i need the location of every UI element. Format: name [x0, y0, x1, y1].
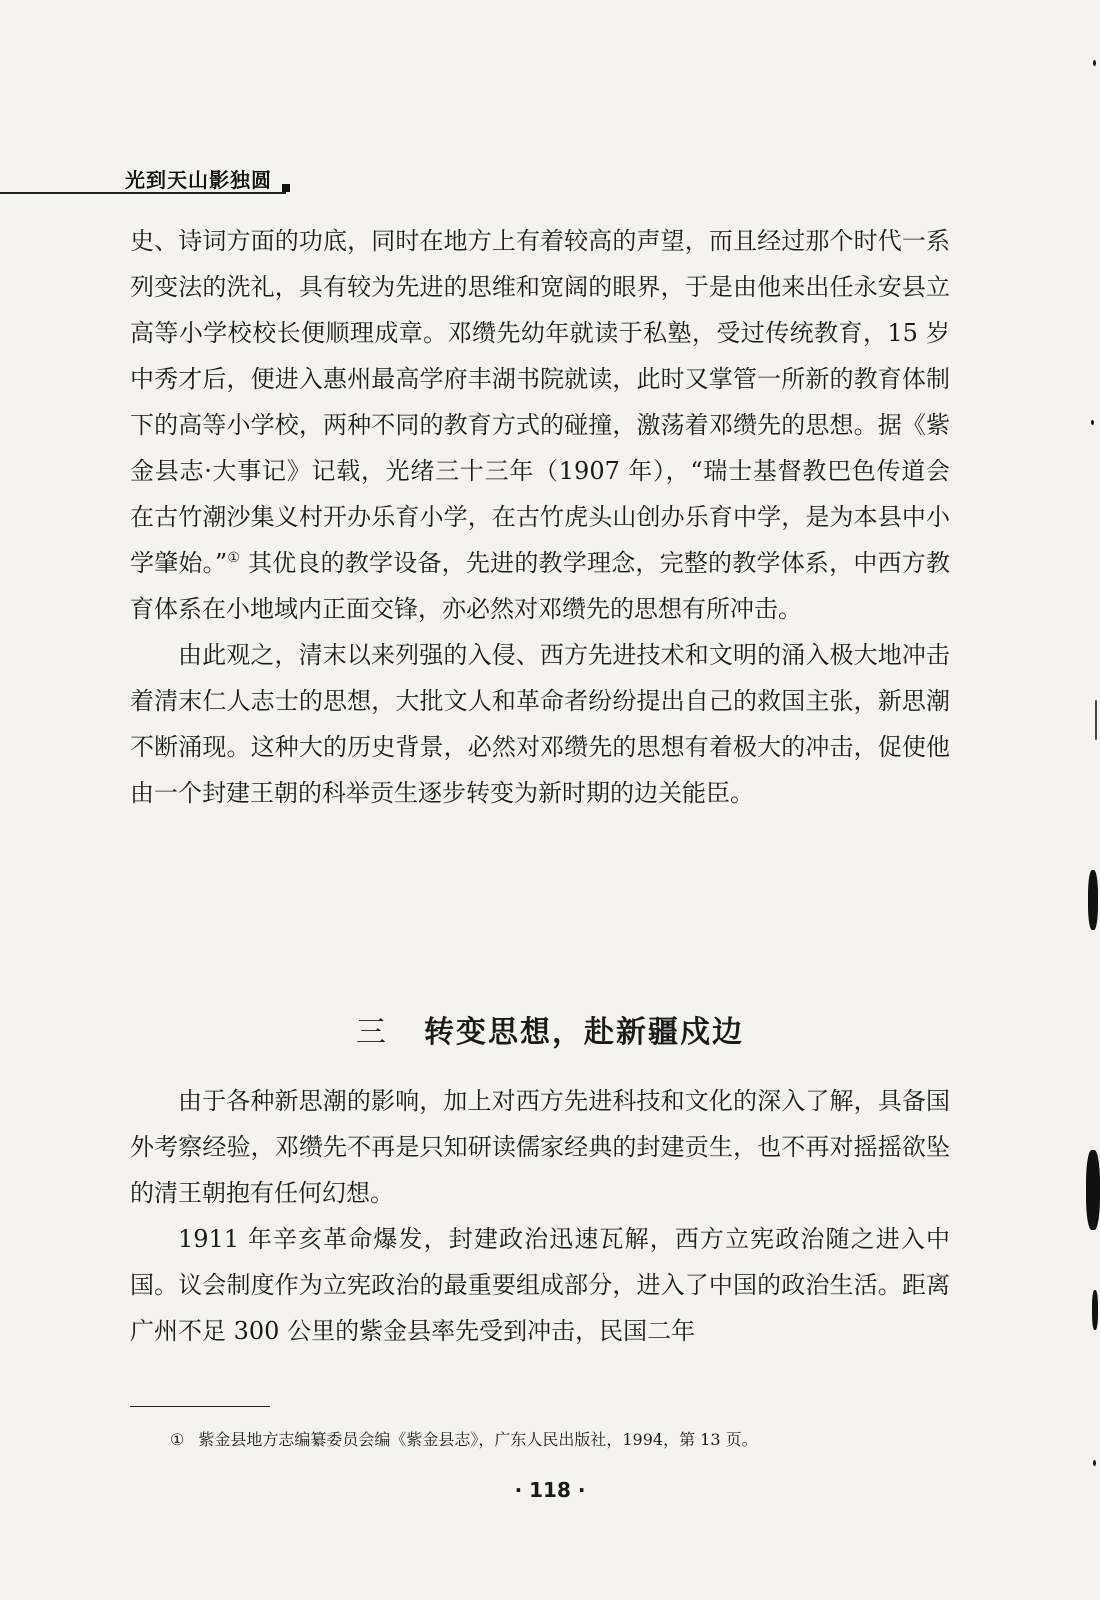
body-text-bottom	[130, 1078, 950, 1354]
paragraph-continued	[130, 218, 950, 632]
footnote-text: 紫金县地方志编纂委员会编《紫金县志》，广东人民出版社，1994，第 13 页。	[198, 1430, 758, 1449]
header-rule	[0, 192, 286, 194]
paragraph: 由于各种新思潮的影响，加上对西方先进科技和文化的深入了解，具备国外考察经验，邓缵先不再是只知研读儒家经典的封建贡生，也不再对摇摇欲坠的清王朝抱有任何幻想。	[130, 1087, 950, 1207]
paragraph: 1911 年辛亥革命爆发，封建政治迅速瓦解，西方立宪政治随之进入中国。议会制度作为立宪政治的最重要组成部分，进入了中国的政治生活。距离广州不足 300 公里的紫金县率先受到冲击，民国二年	[130, 1225, 950, 1345]
footnote-mark: ①	[170, 1430, 185, 1449]
paragraph-text: 史、诗词方面的功底，同时在地方上有着较高的声望，而且经过那个时代一系列变法的洗礼，具有较为先进的思维和宽阔的眼界，于是由他来出任永安县立高等小学校校长便顺理成章。邓缵先幼年就读于私塾，受过传统教育，15 岁中秀才后，便进入惠州最高学府丰湖书院就读，此时又掌管一所新的教育体制下的高等小学校，两种不同的教育方式的碰撞，激荡着邓缵先的思想。据《紫金县志·大事记》记载，光绪三十三年（1907 年），“瑞士基督教巴色传道会在古竹潮沙集义村开办乐育小学，在古竹虎头山创办乐育中学，是为本县中小学肇始。”	[130, 227, 950, 577]
footnote-rule	[130, 1406, 270, 1407]
section-title: 转变思想，赴新疆戍边	[424, 1015, 744, 1050]
paragraph: 由此观之，清末以来列强的入侵、西方先进技术和文明的涌入极大地冲击着清末仁人志士的思想，大批文人和革命者纷纷提出自己的救国主张，新思潮不断涌现。这种大的历史背景，必然对邓缵先的思想有着极大的冲击，促使他由一个封建王朝的科举贡生逐步转变为新时期的边关能臣。	[130, 641, 950, 807]
footnote-reference: ①	[227, 550, 241, 566]
body-text-top	[130, 218, 950, 816]
header-square-mark	[282, 184, 290, 192]
scan-edge-artifacts	[1078, 0, 1100, 1600]
section-number: 三	[356, 1015, 388, 1050]
section-heading	[0, 1007, 1100, 1051]
footnote	[170, 1428, 758, 1452]
paragraph-text-continued: 其优良的教学设备，先进的教学理念，完整的教学体系，中西方教育体系在小地域内正面交锋，亦必然对邓缵先的思想有所冲击。	[130, 549, 950, 623]
running-header: 光到天山影独圆	[125, 168, 272, 192]
page-number: · 118 ·	[514, 1478, 586, 1502]
